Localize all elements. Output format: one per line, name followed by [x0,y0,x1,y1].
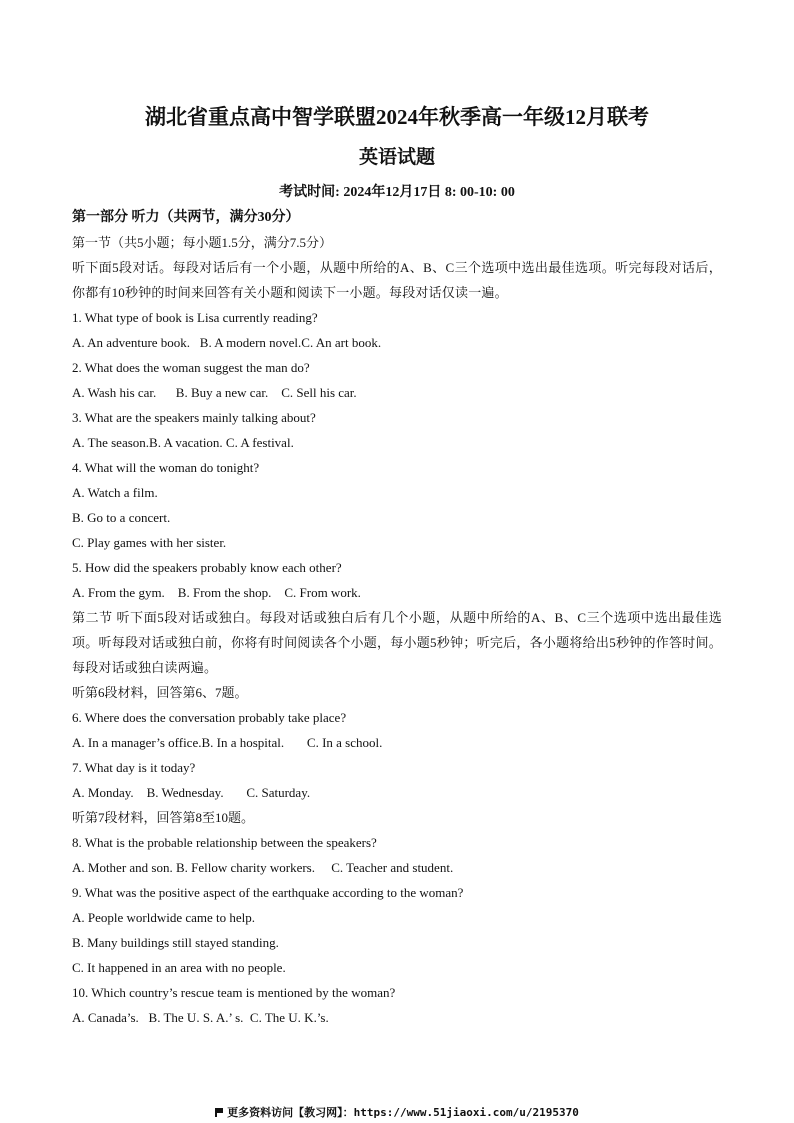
footer-link[interactable]: 更多资料访问【教习网】：https://www.51jiaoxi.com/u/2195370 [227,1106,579,1119]
question-line: 6. Where does the conversation probably take place? [72,710,347,725]
options-line: C. It happened in an area with no people. [72,960,286,975]
footer [0,1104,794,1120]
exam-title: 湖北省重点高中智学联盟2024年秋季高一年级12月联考 [145,105,649,129]
section1-questions [72,305,722,605]
question-line: 5. How did the speakers probably know each other? [72,560,342,575]
question-line: 1. What type of book is Lisa currently reading? [72,310,318,325]
section2-questions [72,680,722,1030]
options-line: A. In a manager’s office.B. In a hospital. C. In a school. [72,735,383,750]
question-line: 2. What does the woman suggest the man do? [72,360,310,375]
section1-instructions: 听下面5段对话。每段对话后有一个小题，从题中所给的A、B、C三个选项中选出最佳选项。听完每段对话后，你都有10秒钟的时间来回答有关小题和阅读下一小题。每段对话仅读一遍。 [72,260,722,300]
options-line: A. Wash his car. B. Buy a new car. C. Sell his car. [72,385,357,400]
options-line: A. An adventure book. B. A modern novel.C. An art book. [72,335,382,350]
options-line: B. Go to a concert. [72,510,171,525]
options-line: A. People worldwide came to help. [72,910,256,925]
exam-page [72,98,722,1030]
exam-time: 考试时间: 2024年12月17日 8: 00-10: 00 [279,185,515,200]
part1-heading: 第一部分 听力（共两节，满分30分） [72,210,300,225]
question-line: 9. What was the positive aspect of the earthquake according to the woman? [72,885,464,900]
section2-instructions: 第二节 听下面5段对话或独白。每段对话或独白后有几个小题，从题中所给的A、B、C三个选项中选出最佳选项。听每段对话或独白前，你将有时间阅读各个小题，每小题5秒钟；听完后，各小题将给出5秒钟的作答时间。每段对话或独白读两遍。 [72,610,722,675]
material-note: 听第6段材料，回答第6、7题。 [72,685,248,700]
options-line: A. Canada’s. B. The U. S. A.’ s. C. The U. K.’s. [72,1010,329,1025]
options-line: B. Many buildings still stayed standing. [72,935,279,950]
options-line: A. Mother and son. B. Fellow charity workers. C. Teacher and student. [72,860,454,875]
options-line: C. Play games with her sister. [72,535,227,550]
question-line: 7. What day is it today? [72,760,196,775]
options-line: A. The season.B. A vacation. C. A festival. [72,435,294,450]
flag-icon [215,1108,223,1117]
question-line: 4. What will the woman do tonight? [72,460,260,475]
exam-subtitle: 英语试题 [358,147,435,168]
question-line: 3. What are the speakers mainly talking about? [72,410,316,425]
question-line: 8. What is the probable relationship between the speakers? [72,835,377,850]
section1-heading: 第一节（共5小题；每小题1.5分，满分7.5分） [72,235,333,250]
question-line: 10. Which country’s rescue team is mentioned by the woman? [72,985,396,1000]
material-note: 听第7段材料，回答第8至10题。 [72,810,255,825]
options-line: A. Monday. B. Wednesday. C. Saturday. [72,785,311,800]
options-line: A. Watch a film. [72,485,158,500]
options-line: A. From the gym. B. From the shop. C. From work. [72,585,361,600]
